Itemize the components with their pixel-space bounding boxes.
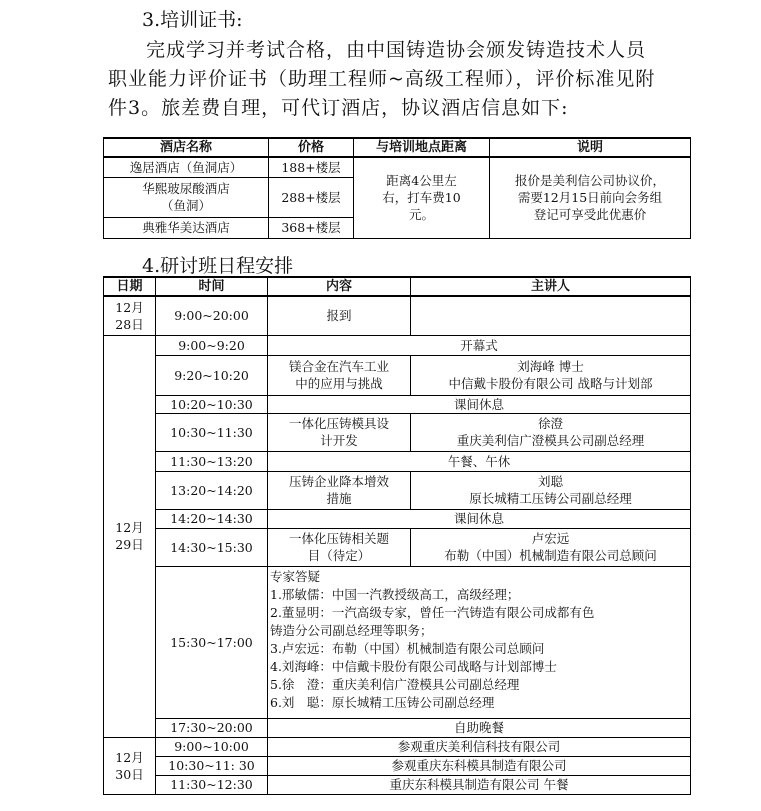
date-dec-29: 12月 29日 <box>104 335 156 737</box>
content-cell: 参观重庆东科模具制造有限公司 <box>268 756 691 775</box>
hotel-note: 报价是美利信公司协议价， 需要12月15日前向会务组 登记可享受此优惠价 <box>490 157 691 238</box>
hotel-price: 368+楼层 <box>269 217 354 238</box>
hotel-header-note: 说明 <box>490 138 691 157</box>
time-cell: 9:00~9:20 <box>156 335 268 355</box>
speaker-cell: 刘海峰 博士 中信戴卡股份有限公司 战略与计划部 <box>411 355 691 395</box>
content-cell: 一体化压铸模具设 计开发 <box>268 413 411 451</box>
schedule-header-content: 内容 <box>268 277 411 296</box>
time-cell: 14:20~14:30 <box>156 509 268 528</box>
content-cell: 课间休息 <box>268 395 691 413</box>
time-cell: 9:20~10:20 <box>156 355 268 395</box>
time-cell: 10:30~11:30 <box>156 413 268 451</box>
hotel-header-price: 价格 <box>269 138 354 157</box>
speaker-cell: 刘聪 原长城精工压铸公司副总经理 <box>411 471 691 509</box>
content-cell: 课间休息 <box>268 509 691 528</box>
time-cell: 11:30~12:30 <box>156 775 268 794</box>
content-cell: 压铸企业降本增效 措施 <box>268 471 411 509</box>
certificate-paragraph <box>108 36 708 123</box>
time-cell: 9:00~10:00 <box>156 737 268 756</box>
content-cell: 镁合金在汽车工业 中的应用与挑战 <box>268 355 411 395</box>
schedule-header-time: 时间 <box>156 277 268 296</box>
hotel-header-name: 酒店名称 <box>104 138 269 157</box>
content-cell: 参观重庆美利信科技有限公司 <box>268 737 691 756</box>
speaker-cell: 卢宏远 布勒（中国）机械制造有限公司总顾问 <box>411 528 691 566</box>
speaker-cell: 徐澄 重庆美利信广澄模具公司副总经理 <box>411 413 691 451</box>
time-cell: 10:30~11: 30 <box>156 756 268 775</box>
content-cell: 报到 <box>268 296 411 335</box>
time-cell: 13:20~14:20 <box>156 471 268 509</box>
hotel-price: 288+楼层 <box>269 177 354 217</box>
date-dec-28: 12月 28日 <box>104 296 156 335</box>
hotel-table <box>103 137 691 239</box>
hotel-name: 逸居酒店（鱼洞店） <box>104 157 269 177</box>
expert-qa-cell: 专家答疑 1.邢敏儒：中国一汽教授级高工，高级经理； 2.董显明：一汽高级专家，曾任一汽铸造有限公司成都有色 铸造分公司副总经理等职务； 3.卢宏远：布勒（中国）机械制造有限公司总顾问 4.刘海峰：中信戴卡股份有限公司战略与计划部博士 5.徐 澄：重庆美利信广澄模具公司副总经理 6.刘 聪：原长城精工压铸公司副总经理 <box>268 566 691 718</box>
hotel-price: 188+楼层 <box>269 157 354 177</box>
time-cell: 9:00~20:00 <box>156 296 268 335</box>
time-cell: 15:30~17:00 <box>156 566 268 718</box>
hotel-name: 典雅华美达酒店 <box>104 217 269 238</box>
content-cell: 重庆东科模具制造有限公司 午餐 <box>268 775 691 794</box>
time-cell: 14:30~15:30 <box>156 528 268 566</box>
date-dec-30: 12月 30日 <box>104 737 156 794</box>
section-3-title: 3.培训证书: <box>142 9 243 31</box>
schedule-header-speaker: 主讲人 <box>411 277 691 296</box>
para-line-1: 完成学习并考试合格，由中国铸造协会颁发铸造技术人员 <box>146 39 647 61</box>
time-cell: 10:20~10:30 <box>156 395 268 413</box>
hotel-header-distance: 与培训地点距离 <box>354 138 490 157</box>
para-line-3: 件3。旅差费自理，可代订酒店，协议酒店信息如下: <box>108 97 569 119</box>
para-line-2: 职业能力评价证书（助理工程师~高级工程师），评价标准见附 <box>108 68 656 90</box>
hotel-distance: 距离4公里左 右，打车费10 元。 <box>354 157 490 238</box>
schedule-header-date: 日期 <box>104 277 156 296</box>
content-cell: 午餐、午休 <box>268 451 691 471</box>
content-cell: 自助晚餐 <box>268 718 691 737</box>
speaker-cell <box>411 296 691 335</box>
hotel-name: 华熙玻尿酸酒店 （鱼洞） <box>104 177 269 217</box>
time-cell: 11:30~13:20 <box>156 451 268 471</box>
time-cell: 17:30~20:00 <box>156 718 268 737</box>
schedule-table <box>103 276 691 795</box>
content-cell: 开幕式 <box>268 335 691 355</box>
section-4-title: 4.研讨班日程安排 <box>142 255 294 277</box>
content-cell: 一体化压铸相关题 目（待定） <box>268 528 411 566</box>
